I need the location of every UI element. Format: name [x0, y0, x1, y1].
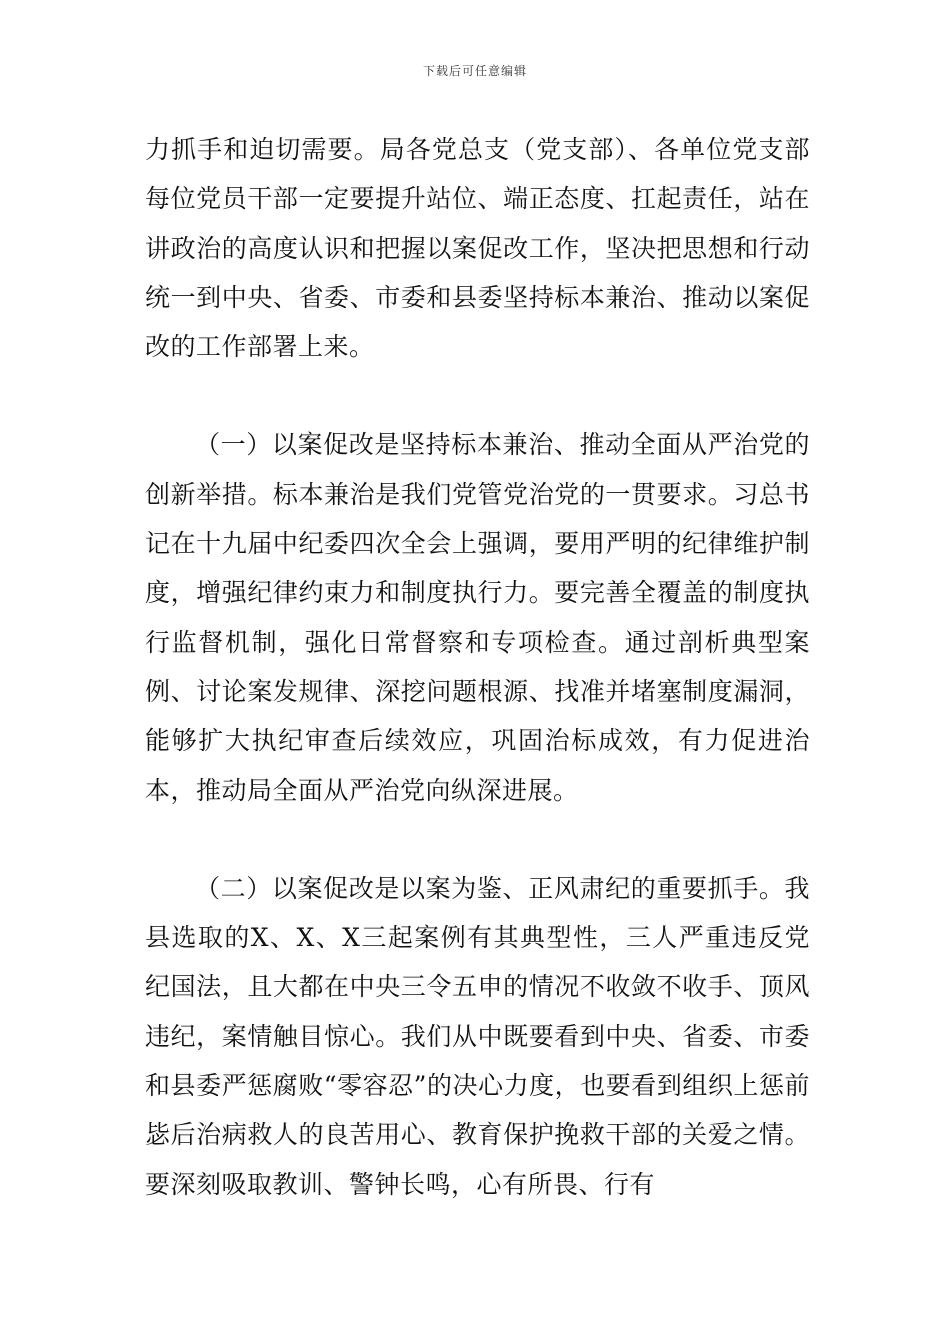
paragraph-continuation: 力抓手和迫切需要。局各党总支（党支部）、各单位党支部每位党员干部一定要提升站位、端正态度、扛起责任，站在讲政治的高度认识和把握以案促改工作，坚决把思想和行动统一到中央、省委、市委和县委坚持标本兼治、推动以案促改的工作部署上来。: [145, 135, 810, 362]
document-body: [145, 125, 810, 1209]
page-header: 下载后可任意编辑: [422, 64, 527, 78]
paragraph-section-one: （一）以案促改是坚持标本兼治、推动全面从严治党的创新举措。标本兼治是我们党管党治党的一贯要求。习总书记在十九届中纪委四次全会上强调，要用严明的纪律维护制度，增强纪律约束力和制度执行力。要完善全覆盖的制度执行监督机制，强化日常督察和专项检查。通过剖析典型案例、讨论案发规律、深挖问题根源、找准并堵塞制度漏洞，能够扩大执纪审查后续效应，巩固治标成效，有力促进治本，推动局全面从严治党向纵深进展。: [145, 430, 810, 805]
paragraph-section-two: （二）以案促改是以案为鉴、正风肃纪的重要抓手。我县选取的X、X、X三起案例有其典型性，三人严重违反党纪国法，且大都在中央三令五申的情况不收敛不收手、顶风违纪，案情触目惊心。我们从中既要看到中央、省委、市委和县委严惩腐败“零容忍”的决心力度，也要看到组织上惩前毖后治病救人的良苦用心、教育保护挽救干部的关爱之情。要深刻吸取教训、警钟长鸣，心有所畏、行有: [145, 873, 810, 1199]
